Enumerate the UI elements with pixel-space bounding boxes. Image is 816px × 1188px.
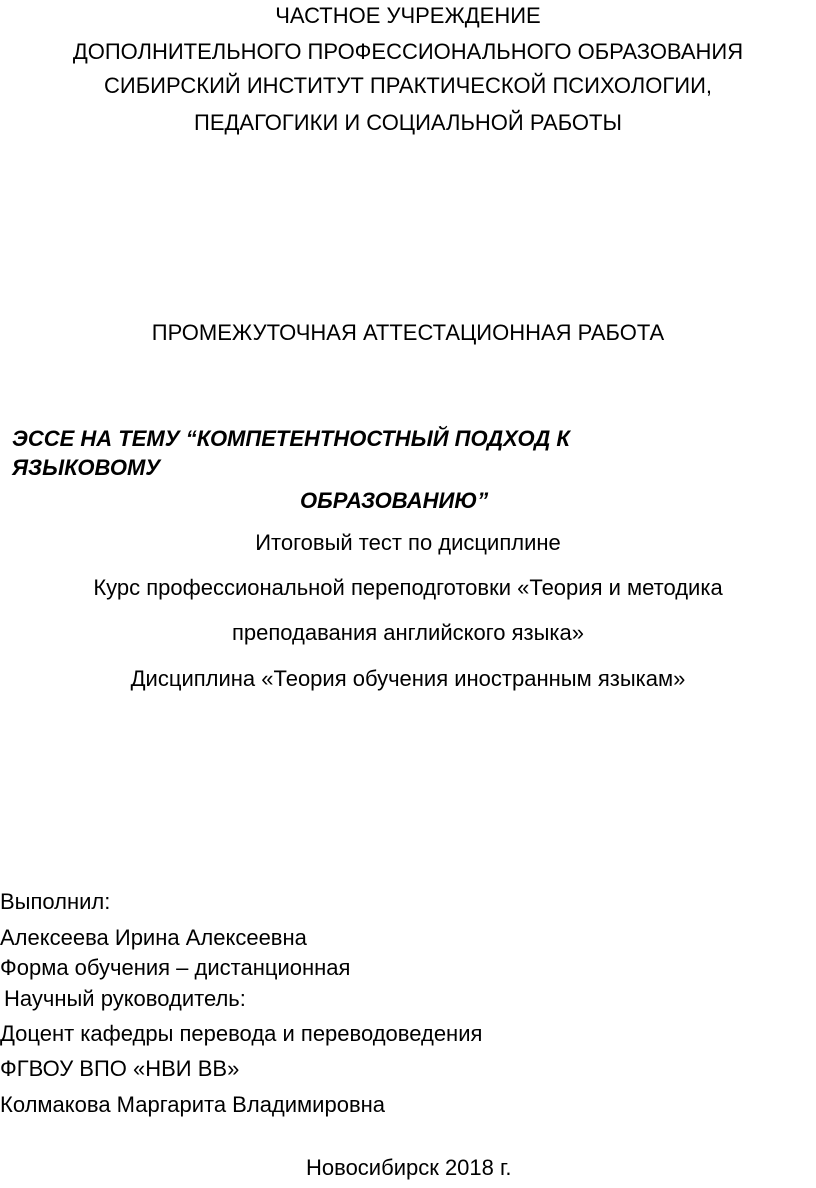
institution-line-3: СИБИРСКИЙ ИНСТИТУТ ПРАКТИЧЕСКОЙ ПСИХОЛОГИИ,: [104, 73, 712, 98]
course-line-2: преподавания английского языка»: [232, 620, 584, 645]
institution-line-4: ПЕДАГОГИКИ И СОЦИАЛЬНОЙ РАБОТЫ: [194, 110, 622, 135]
supervisor-position: Доцент кафедры перевода и переводоведения: [0, 1021, 483, 1046]
city-year: Новосибирск 2018 г.: [306, 1155, 512, 1180]
essay-title-line-1: ЭССЕ НА ТЕМУ “КОМПЕТЕНТНОСТНЫЙ ПОДХОД К: [12, 426, 570, 451]
author-name: Алексеева Ирина Алексеевна: [0, 925, 307, 950]
essay-title-line-2: ЯЗЫКОВОМУ: [12, 455, 161, 480]
institution-line-2: ДОПОЛНИТЕЛЬНОГО ПРОФЕССИОНАЛЬНОГО ОБРАЗОВАНИЯ: [72, 39, 744, 64]
institution-line-1: ЧАСТНОЕ УЧРЕЖДЕНИЕ: [275, 3, 541, 28]
supervisor-label: Научный руководитель:: [4, 986, 246, 1011]
supervisor-name: Колмакова Маргарита Владимировна: [0, 1092, 386, 1117]
author-label: Выполнил:: [0, 889, 111, 914]
supervisor-organization: ФГВОУ ВПО «НВИ ВВ»: [0, 1056, 240, 1081]
course-line-1: Курс профессиональной переподготовки «Теория и методика: [93, 575, 723, 600]
essay-title-line-3: ОБРАЗОВАНИЮ”: [300, 488, 489, 513]
discipline-line: Дисциплина «Теория обучения иностранным языкам»: [130, 666, 686, 691]
work-type: ПРОМЕЖУТОЧНАЯ АТТЕСТАЦИОННАЯ РАБОТА: [151, 320, 665, 345]
test-subtitle: Итоговый тест по дисциплине: [255, 530, 561, 555]
study-form: Форма обучения – дистанционная: [0, 955, 351, 980]
